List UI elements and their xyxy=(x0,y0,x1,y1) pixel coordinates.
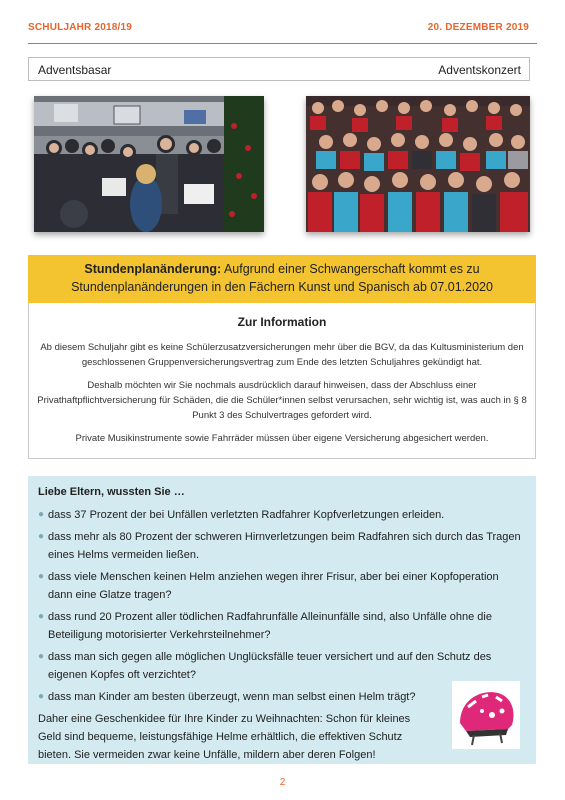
list-item xyxy=(38,648,526,684)
bullet-icon: ● xyxy=(38,691,45,702)
info-paragraph-3: Private Musikinstrumente sowie Fahrräder müssen über eigene Versicherung abgesichert werden. xyxy=(75,433,489,444)
choir-photo-illustration xyxy=(306,96,530,232)
information-box xyxy=(28,303,536,459)
closing-paragraph: Daher eine Geschenkidee für Ihre Kinder zu Weihnachten: Schon für kleines Geld sind bequeme, leistungsfähige Helme erhältlich, die effektiven Schutz bieten. Sie vermeiden zwar keine Unfälle, mildern aber deren Folgen! xyxy=(38,713,411,761)
photo-adventsbasar xyxy=(34,96,264,232)
header-date: 20. DEZEMBER 2019 xyxy=(427,22,529,33)
caption-adventsbasar: Adventsbasar xyxy=(38,63,112,77)
helmet-awareness-box xyxy=(28,476,536,764)
bullet-icon: ● xyxy=(38,611,45,622)
notice-line-2: Stundenplanänderungen in den Fächern Kunst und Spanisch ab 07.01.2020 xyxy=(71,280,493,294)
header-school-year: SCHULJAHR 2018/19 xyxy=(28,22,132,33)
list-item-text: dass mehr als 80 Prozent der schweren Hirnverletzungen beim Radfahren sich durch das Tragen eines Helms vermeiden ließen. xyxy=(48,531,521,561)
list-item-text: dass man Kinder am besten überzeugt, wenn man selbst einen Helm trägt? xyxy=(48,691,416,703)
helmet-box-title: Liebe Eltern, wussten Sie … xyxy=(38,486,185,498)
notice-text-1: Aufgrund einer Schwangerschaft kommt es zu xyxy=(221,262,480,276)
bullet-icon: ● xyxy=(38,651,45,662)
schedule-change-notice xyxy=(28,255,536,303)
list-item xyxy=(38,568,526,604)
list-item-text: dass 37 Prozent der bei Unfällen verletzten Radfahrer Kopfverletzungen erleiden. xyxy=(48,509,445,521)
bullet-icon: ● xyxy=(38,531,45,542)
band-photo-illustration xyxy=(34,96,264,232)
bike-helmet-icon xyxy=(452,681,520,749)
list-item-text: dass man sich gegen alle möglichen Unglücksfälle teuer versichert und auf den Schutz des eigenen Kopfes oft verzichtet? xyxy=(48,651,492,681)
header-divider xyxy=(28,43,537,44)
list-item xyxy=(38,608,526,644)
list-item xyxy=(38,528,526,564)
list-item-text: dass viele Menschen keinen Helm anziehen wegen ihrer Frisur, aber bei einer Kopfoperation dann eine Glatze tragen? xyxy=(48,571,499,601)
info-title: Zur Information xyxy=(237,315,327,329)
notice-label: Stundenplanänderung: xyxy=(84,262,222,276)
photo-adventskonzert xyxy=(306,96,530,232)
info-paragraph-2: Deshalb möchten wir Sie nochmals ausdrücklich darauf hinweisen, dass der Abschluss einer Privathaftpflichtversicherung für Schäden, die die Schüler*innen selbst verursachen, sehr wichtig ist, was auch in § 8 Punkt 3 des Schulvertrages gefordert wird. xyxy=(37,380,527,421)
bullet-icon: ● xyxy=(38,509,45,520)
caption-adventskonzert: Adventskonzert xyxy=(438,63,521,77)
facts-list xyxy=(38,506,526,706)
list-item-text: dass rund 20 Prozent aller tödlichen Radfahrunfälle Alleinunfälle sind, also Unfälle ohne die Beteiligung motorisierter Verkehrsteilnehmer? xyxy=(48,611,492,641)
info-paragraph-1: Ab diesem Schuljahr gibt es keine Schülerzusatzversicherungen mehr über die BGV, da das Kultusministerium den geschlossenen Gruppenversicherungsvertrag zum Ende des letzten Schuljahres gekündigt hat. xyxy=(40,342,524,368)
page-number: 2 xyxy=(279,777,286,788)
bullet-icon: ● xyxy=(38,571,45,582)
list-item xyxy=(38,506,526,524)
photo-captions xyxy=(28,57,530,81)
notice-line-1 xyxy=(28,260,536,278)
